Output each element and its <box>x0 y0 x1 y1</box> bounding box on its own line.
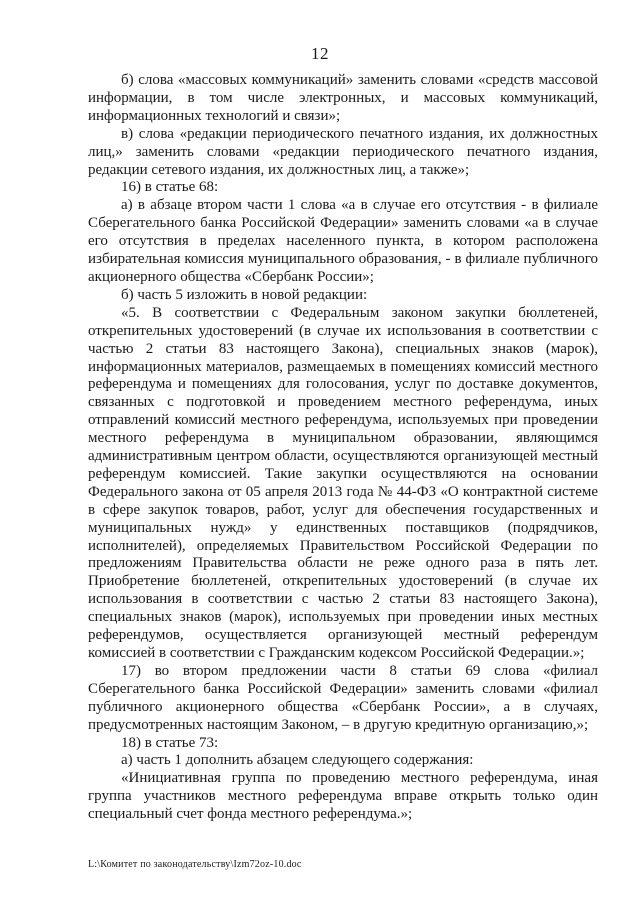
document-body <box>88 72 598 824</box>
paragraph-item-16-a: а) в абзаце втором части 1 слова «а в случае его отсутствия - в филиале Сберегательного банка Российской Федерации» заменить словами «а в случае его отсутствия в пределах населенного пункта, в котором расположена избирательная комиссия муниципального образования, - в филиале публичного акционерного общества «Сбербанк России»; <box>88 197 598 285</box>
footer-file-path: L:\Комитет по законодательству\Izm72oz-10.doc <box>88 859 302 870</box>
paragraph-item-18-heading: 18) в статье 73: <box>121 734 219 751</box>
paragraph-item-16-heading: 16) в статье 68: <box>121 179 219 196</box>
page-number: 12 <box>311 44 329 63</box>
paragraph-amend-b-mass-communications: б) слова «массовых коммуникаций» заменить словами «средств массовой информации, в том числе электронных, и массовых коммуникаций, информационных технологий и связи»; <box>88 72 598 124</box>
paragraph-part-5-new-text: «5. В соответствии с Федеральным законом закупки бюллетеней, открепительных удостоверений (в случае их использования в соответствии с частью 2 статьи 83 настоящего Закона), специальных знаков (марок), информационных материалов, размещаемых в помещениях комиссий местного референдума и помещениях для голосования, услуг по доставке документов, связанных с подготовкой и проведением местного референдума, иных отправлений комиссий местного референдума, используемых при проведении местного референдума в муниципальном образовании, являющимся административным центром области, осуществляются организующей местный референдум комиссией. Такие закупки осуществляются на основании Федерального закона от 05 апреля 2013 года № 44-ФЗ «О контрактной системе в сфере закупок товаров, работ, услуг для обеспечения государственных и муниципальных нужд» у единственных поставщиков (подрядчиков, исполнителей), определяемых Правительством Российской Федерации по предложениям Правительства области не реже одного раза в пять лет. Приобретение бюллетеней, открепительных удостоверений (в случае их использования в соответствии с частью 2 статьи 83 настоящего Закона), специальных знаков (марок), используемых при проведении иных местных референдумов, осуществляется организующей местный референдум комиссией в соответствии с Гражданским кодексом Российской Федерации.»; <box>88 304 598 661</box>
paragraph-item-18-a: а) часть 1 дополнить абзацем следующего содержания: <box>121 752 474 769</box>
paragraph-initiative-group: «Инициативная группа по проведению местного референдума, иная группа участников местного референдума вправе открыть только один специальный счет фонда местного референдума.»; <box>88 770 598 823</box>
paragraph-item-17: 17) во втором предложении части 8 статьи 69 слова «филиал Сберегательного банка Российской Федерации» заменить словами «филиал публичного акционерного общества «Сбербанк России», а в случаях, предусмотренных настоящим Законом, – в другую кредитную организацию,»; <box>88 662 598 733</box>
paragraph-amend-v-editorial-offices: в) слова «редакции периодического печатного издания, их должностных лиц,» заменить словами «редакции периодического печатного издания, редакции сетевого издания, их должностных лиц, а также»; <box>88 125 598 178</box>
paragraph-item-16-b: б) часть 5 изложить в новой редакции: <box>121 286 368 303</box>
